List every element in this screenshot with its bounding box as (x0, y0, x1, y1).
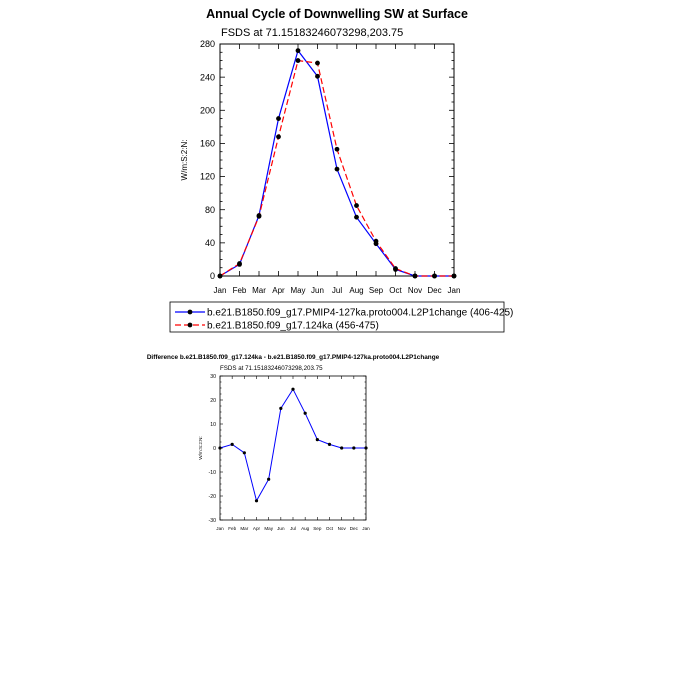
y-tick-label: 40 (204, 238, 215, 249)
diff-chart-title: Difference b.e21.B1850.f09_g17.124ka - b.e21.B1850.f09_g17.PMIP4-127ka.proto004.L2P1change (146, 354, 440, 361)
x-tick-label: Jan (447, 286, 461, 295)
axis-ticks (220, 44, 454, 276)
series-1-point (243, 451, 246, 454)
x-tick-label: Sep (368, 286, 384, 295)
x-tick-label: Feb (228, 526, 237, 531)
diff-series-layer (218, 388, 367, 503)
x-tick-label: Jun (277, 526, 285, 531)
series-layer (218, 48, 457, 278)
x-tick-label: Feb (232, 286, 247, 295)
series-line-1 (220, 389, 366, 501)
y-tick-label: 0 (213, 445, 216, 452)
x-tick-label: Mar (240, 526, 249, 531)
series-1-point (352, 446, 355, 449)
series-2-point (393, 266, 398, 271)
chart-title: Annual Cycle of Downwelling SW at Surface (206, 7, 468, 21)
y-axis-label: W/m:S:2:N: (180, 139, 189, 181)
x-tick-label: Dec (349, 526, 358, 531)
diff-y-axis-label: W/m:S:2:N: (198, 436, 203, 460)
series-line-1 (220, 51, 454, 276)
y-tick-label: 30 (210, 373, 216, 380)
y-tick-label: -10 (208, 469, 216, 476)
y-tick-label: -30 (208, 517, 216, 524)
difference-chart (147, 354, 440, 531)
legend-marker-series-1 (188, 310, 193, 315)
series-1-point (364, 446, 367, 449)
series-2-point (432, 274, 437, 279)
series-2-point (257, 214, 262, 219)
series-2-point (276, 134, 281, 139)
series-1-point (354, 215, 359, 220)
y-tick-label: -20 (208, 493, 216, 500)
series-2-point (335, 147, 340, 152)
x-tick-label: Oct (389, 286, 402, 295)
series-1-point (276, 116, 281, 121)
x-tick-label: May (290, 286, 306, 295)
series-1-point (296, 48, 301, 53)
series-1-point (218, 446, 221, 449)
x-tick-label: Jan (216, 526, 224, 531)
legend-label-series-1: b.e21.B1850.f09_g17.PMIP4-127ka.proto004.L2P1change (406-425) (207, 307, 514, 319)
series-2-point (237, 261, 242, 266)
series-1-point (316, 438, 319, 441)
diff-x-tick-labels (216, 526, 370, 531)
y-tick-label: 0 (209, 271, 215, 282)
y-tick-label: 20 (210, 397, 216, 404)
x-tick-label: Apr (272, 286, 285, 295)
diff-chart-subtitle: FSDS at 71.15183246073298,203.75 (220, 365, 323, 372)
series-1-point (328, 443, 331, 446)
series-1-point (231, 443, 234, 446)
series-1-point (340, 446, 343, 449)
x-tick-label: Jan (213, 286, 227, 295)
legend-marker-series-2 (188, 323, 193, 328)
series-2-point (315, 61, 320, 66)
x-tick-label: Jun (311, 286, 324, 295)
series-1-point (335, 167, 340, 172)
y-tick-label: 80 (204, 204, 215, 215)
series-2-point (374, 239, 379, 244)
series-1-point (279, 407, 282, 410)
x-tick-label: Aug (349, 286, 364, 295)
annual-cycle-chart (180, 7, 468, 295)
x-tick-label: Mar (252, 286, 266, 295)
series-1-point (315, 74, 320, 79)
series-1-point (304, 412, 307, 415)
y-tick-labels (200, 39, 215, 281)
y-tick-label: 280 (199, 39, 215, 50)
x-tick-labels (214, 286, 461, 295)
series-1-point (267, 478, 270, 481)
series-2-point (452, 274, 457, 279)
y-tick-label: 160 (199, 138, 215, 149)
diff-y-tick-labels (209, 374, 217, 524)
x-tick-label: May (264, 526, 274, 531)
x-tick-label: Sep (313, 526, 322, 531)
x-tick-label: Nov (407, 286, 423, 295)
y-tick-label: 10 (210, 421, 216, 428)
series-1-point (255, 499, 258, 502)
series-2-point (354, 203, 359, 208)
y-tick-label: 200 (199, 105, 215, 116)
legend (170, 302, 513, 332)
x-tick-label: Jan (362, 526, 370, 531)
x-tick-label: Nov (337, 526, 346, 531)
y-tick-label: 120 (199, 171, 215, 182)
plot-frame (220, 44, 454, 276)
series-1-point (291, 388, 294, 391)
x-tick-label: Jul (290, 526, 296, 531)
series-2-point (218, 274, 223, 279)
x-tick-label: Aug (301, 526, 310, 531)
x-tick-label: Jul (331, 286, 343, 295)
x-tick-label: Apr (252, 526, 261, 531)
legend-label-series-2: b.e21.B1850.f09_g17.124ka (456-475) (207, 320, 379, 332)
chart-subtitle: FSDS at 71.15183246073298,203.75 (221, 27, 404, 39)
series-2-point (413, 274, 418, 279)
series-2-point (296, 58, 301, 63)
x-tick-label: Dec (427, 286, 442, 295)
x-tick-label: Oct (325, 526, 334, 531)
y-tick-label: 240 (199, 72, 215, 83)
